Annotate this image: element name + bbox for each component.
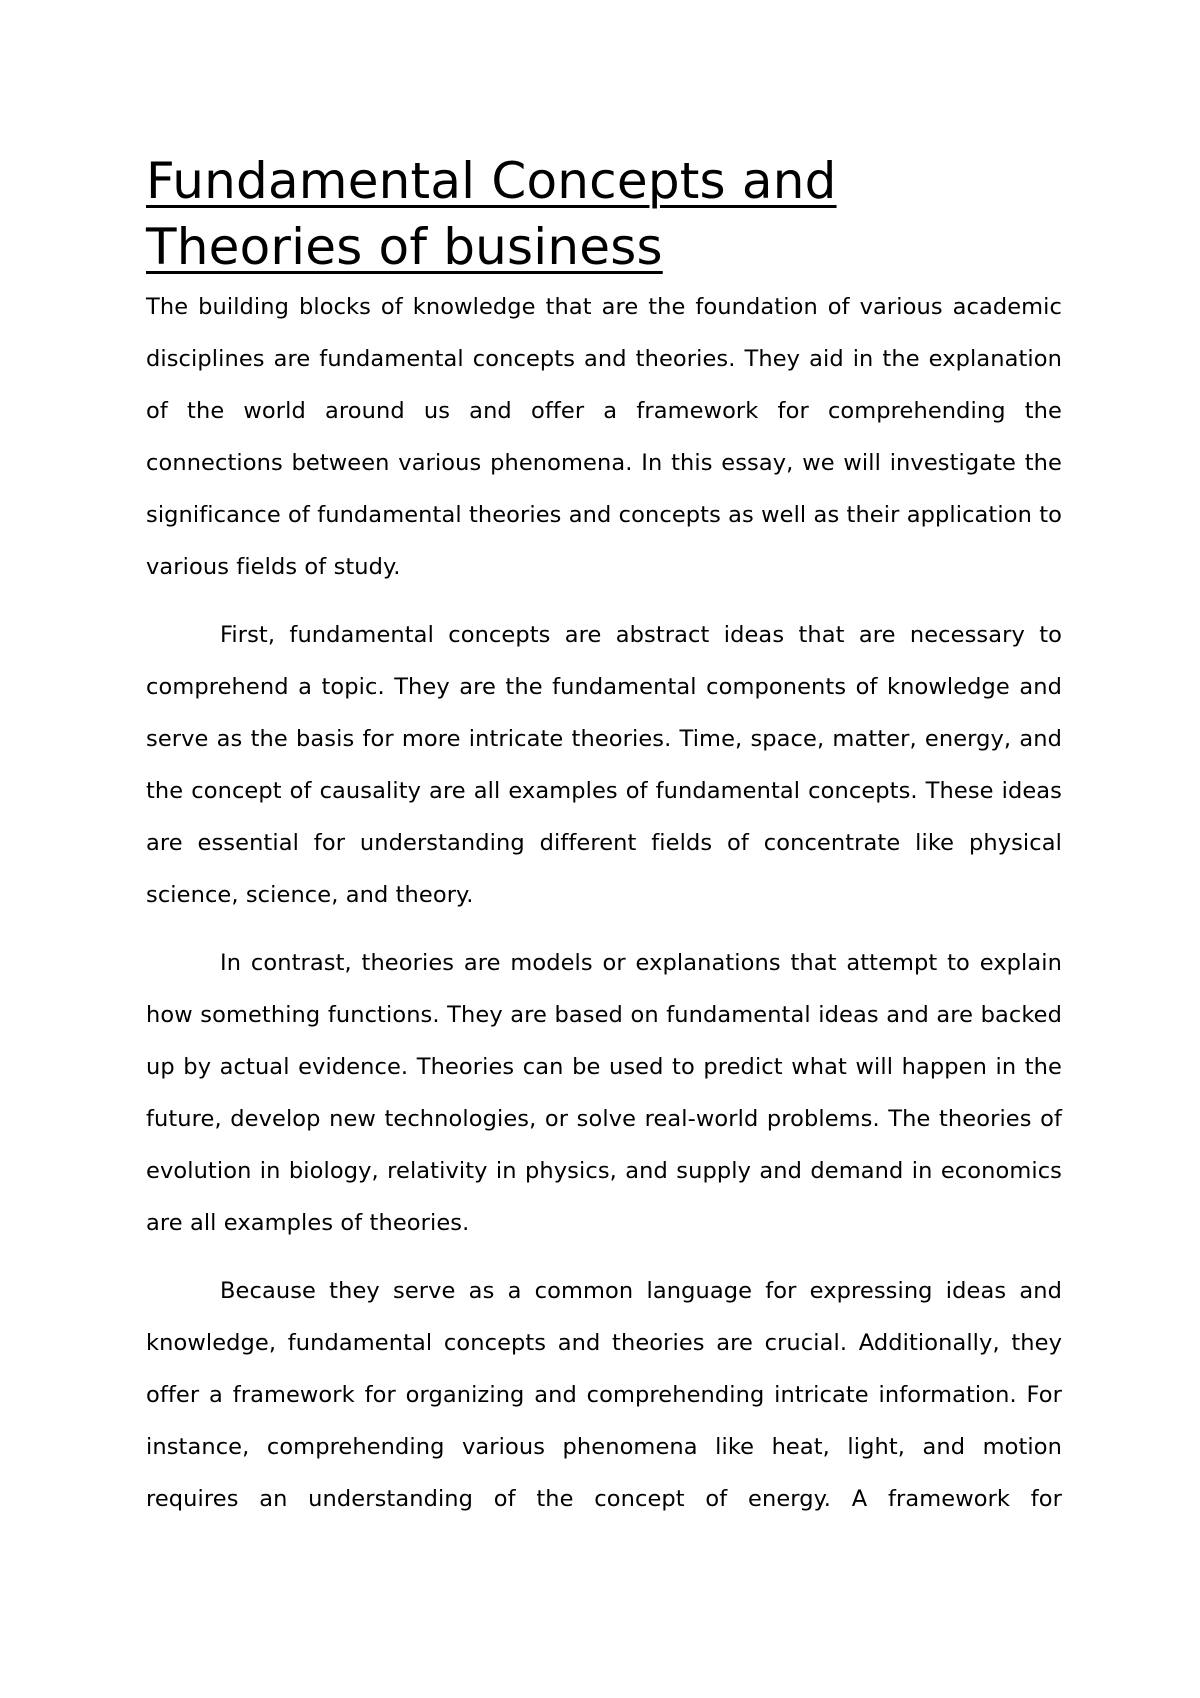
paragraph-concepts: First, fundamental concepts are abstract ideas that are necessary to comprehend a topic. They are the fundamental components of knowledge and serve as the basis for more intricate theories. Time, space, matter, energy, and the concept of causality are all examples of fundamental concepts. These ideas are essential for understanding different fields of concentrate like physical science, science, and theory. xyxy=(146,622,1062,908)
paragraph-theories: In contrast, theories are models or explanations that attempt to explain how something functions. They are based on fundamental ideas and are backed up by actual evidence. Theories can be used to predict what will happen in the future, develop new technologies, or solve real-world problems. The theories of evolution in biology, relativity in physics, and supply and demand in economics are all examples of theories. xyxy=(146,950,1062,1236)
paragraph-importance: Because they serve as a common language for expressing ideas and knowledge, fundamental concepts and theories are crucial. Additionally, they offer a framework for organizing and comprehending intricate information. For instance, comprehending various phenomena like heat, light, and motion requires an understanding of the concept of energy. A framework for xyxy=(146,1278,1062,1512)
document-body xyxy=(146,148,1062,1525)
document-title: Fundamental Concepts and Theories of business xyxy=(146,152,837,276)
paragraph-intro: The building blocks of knowledge that are the foundation of various academic disciplines are fundamental concepts and theories. They aid in the explanation of the world around us and offer a framework for comprehending the connections between various phenomena. In this essay, we will investigate the significance of fundamental theories and concepts as well as their application to various fields of study. xyxy=(146,294,1062,580)
